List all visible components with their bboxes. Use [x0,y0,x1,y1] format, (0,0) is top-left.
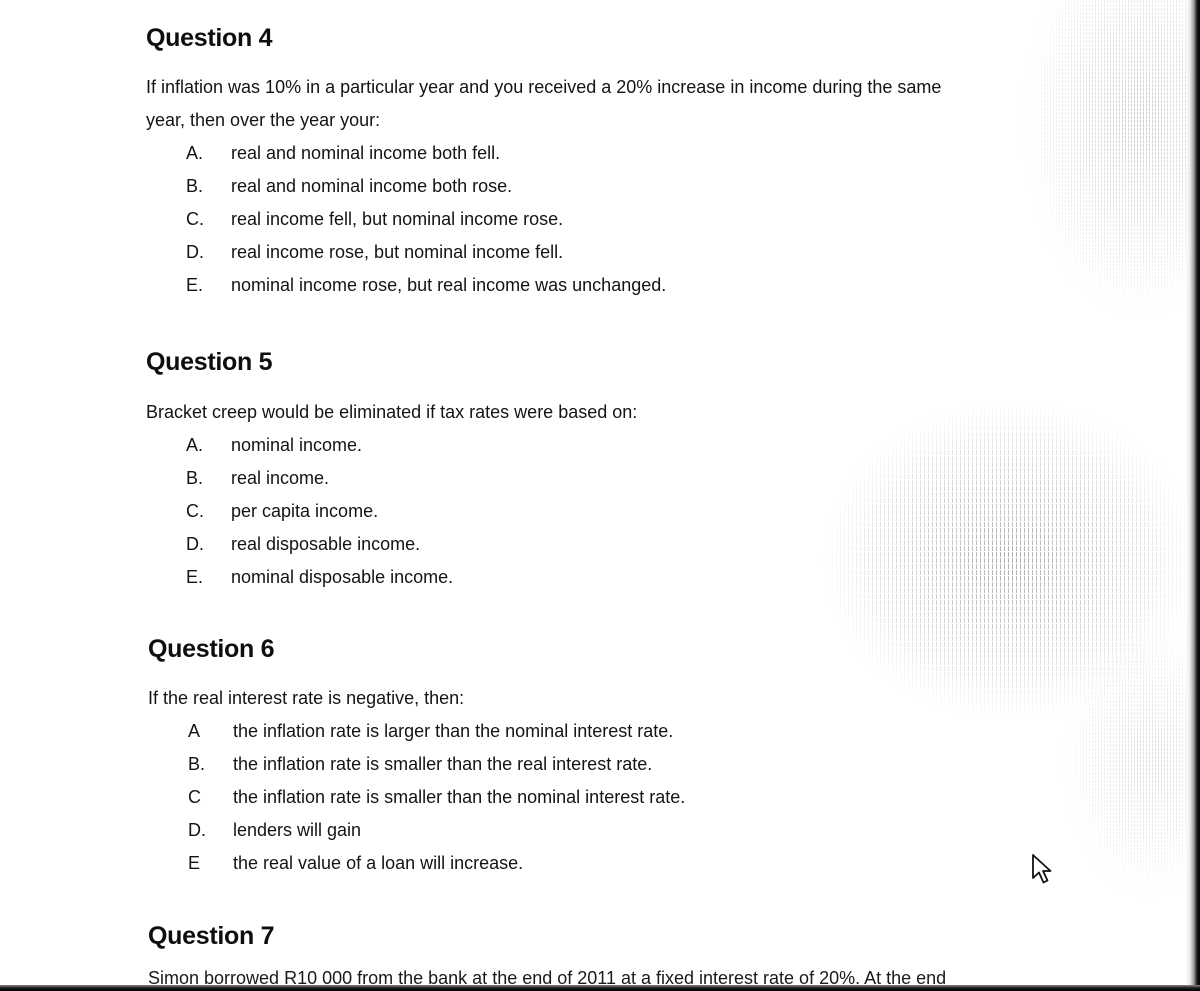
question-stem-partial: Simon borrowed R10 000 from the bank at the end of 2011 at a fixed interest rate of 20%. At the end [148,968,947,986]
question-4 [146,24,1106,302]
answer-option-a[interactable] [146,137,1106,170]
option-letter: A. [186,435,204,455]
question-stem-line: If inflation was 10% in a particular year and you received a 20% increase in income during the same [146,77,942,97]
answer-option-e[interactable] [146,269,1106,302]
option-text: lenders will gain [233,820,362,840]
option-letter: E. [186,275,204,295]
option-text: nominal income. [231,435,363,455]
option-letter: C. [186,209,204,229]
answer-option-e[interactable] [146,561,1106,594]
option-text: the inflation rate is smaller than the nominal interest rate. [233,787,686,807]
option-text: nominal disposable income. [231,567,454,587]
option-text: nominal income rose, but real income was unchanged. [231,275,667,295]
answer-option-b[interactable] [146,462,1106,495]
question-stem-line: Bracket creep would be eliminated if tax rates were based on: [146,402,638,422]
option-letter: D. [186,242,204,262]
answer-option-d[interactable] [148,814,1108,847]
answer-option-b[interactable] [148,748,1108,781]
option-text: the inflation rate is larger than the nominal interest rate. [233,721,674,741]
question-title: Question 6 [148,635,275,663]
option-text: real and nominal income both fell. [231,143,501,163]
answer-options [148,715,1108,880]
option-letter: A [188,721,201,741]
option-letter: E [188,853,201,873]
question-stem [146,71,1106,137]
option-text: real income. [231,468,330,488]
option-text: real disposable income. [231,534,421,554]
option-text: per capita income. [231,501,379,521]
question-title: Question 4 [146,24,273,52]
option-letter: B. [186,468,204,488]
answer-option-c[interactable] [146,203,1106,236]
answer-option-a[interactable] [146,429,1106,462]
answer-option-c[interactable] [146,495,1106,528]
question-5 [146,348,1106,594]
option-text: real income rose, but nominal income fell. [231,242,564,262]
option-text: real income fell, but nominal income rose. [231,209,564,229]
answer-options [146,137,1106,302]
option-letter: D. [186,534,204,554]
answer-option-d[interactable] [146,528,1106,561]
question-stem [148,682,1108,715]
option-letter: A. [186,143,204,163]
answer-option-e[interactable] [148,847,1108,880]
screen-edge-right [1186,0,1200,991]
option-letter: D. [188,820,206,840]
answer-option-d[interactable] [146,236,1106,269]
option-text: real and nominal income both rose. [231,176,513,196]
option-text: the real value of a loan will increase. [233,853,524,873]
question-stem-line: year, then over the year your: [146,110,381,130]
option-letter: C [188,787,201,807]
option-text: the inflation rate is smaller than the real interest rate. [233,754,653,774]
question-7 [148,922,1108,951]
question-6 [148,635,1108,880]
answer-option-a[interactable] [148,715,1108,748]
question-title: Question 7 [148,922,275,950]
answer-options [146,429,1106,594]
answer-option-c[interactable] [148,781,1108,814]
question-stem [146,396,1106,429]
question-stem-line: If the real interest rate is negative, then: [148,688,465,708]
mouse-pointer-icon [1031,853,1053,885]
option-letter: B. [188,754,206,774]
option-letter: E. [186,567,204,587]
option-letter: B. [186,176,204,196]
question-title: Question 5 [146,348,273,376]
answer-option-b[interactable] [146,170,1106,203]
option-letter: C. [186,501,204,521]
